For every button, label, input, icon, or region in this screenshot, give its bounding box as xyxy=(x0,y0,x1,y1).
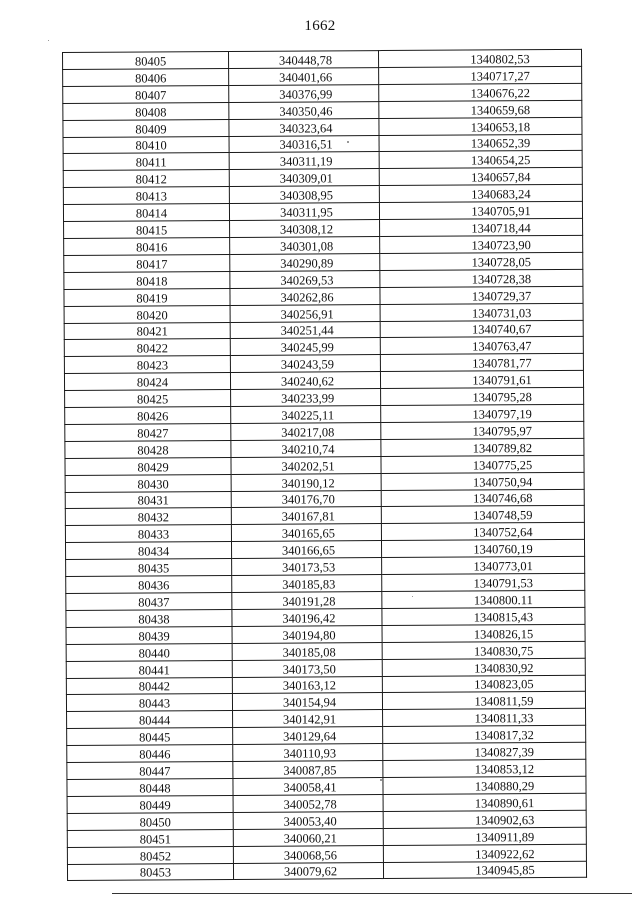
point-number-cell: 80411 xyxy=(63,153,229,171)
x-coordinate-cell: 340068,56 xyxy=(233,845,383,863)
y-coordinate-cell: 1340830,75 xyxy=(382,641,585,659)
point-number-cell: 80440 xyxy=(66,643,232,661)
point-number-cell: 80431 xyxy=(65,491,231,509)
x-coordinate-cell: 340079,62 xyxy=(233,862,383,880)
x-coordinate-cell: 340173,50 xyxy=(232,659,382,677)
y-coordinate-cell: 1340740,67 xyxy=(380,320,583,338)
y-coordinate-cell: 1340811,59 xyxy=(382,692,585,710)
x-coordinate-cell: 340194,80 xyxy=(232,625,382,643)
point-number-cell: 80406 xyxy=(63,68,229,86)
point-number-cell: 80429 xyxy=(65,457,231,475)
point-number-cell: 80450 xyxy=(67,812,233,830)
y-coordinate-cell: 1340775,25 xyxy=(381,455,584,473)
x-coordinate-cell: 340217,08 xyxy=(231,422,381,440)
coordinates-table-body xyxy=(63,49,587,881)
y-coordinate-cell: 1340718,44 xyxy=(380,218,583,236)
y-coordinate-cell: 1340781,77 xyxy=(380,354,583,372)
point-number-cell: 80437 xyxy=(66,592,232,610)
point-number-cell: 80436 xyxy=(66,576,232,594)
point-number-cell: 80435 xyxy=(66,559,232,577)
y-coordinate-cell: 1340653,18 xyxy=(379,117,582,135)
y-coordinate-cell: 1340823,05 xyxy=(382,675,585,693)
y-coordinate-cell: 1340763,47 xyxy=(380,337,583,355)
x-coordinate-cell: 340052,78 xyxy=(233,794,383,812)
x-coordinate-cell: 340301,08 xyxy=(230,237,380,255)
x-coordinate-cell: 340202,51 xyxy=(231,456,381,474)
x-coordinate-cell: 340163,12 xyxy=(232,676,382,694)
x-coordinate-cell: 340225,11 xyxy=(231,406,381,424)
y-coordinate-cell: 1340922,62 xyxy=(383,844,586,862)
x-coordinate-cell: 340087,85 xyxy=(233,761,383,779)
y-coordinate-cell: 1340797,19 xyxy=(381,404,584,422)
point-number-cell: 80439 xyxy=(66,626,232,644)
x-coordinate-cell: 340142,91 xyxy=(233,710,383,728)
point-number-cell: 80443 xyxy=(66,694,232,712)
x-coordinate-cell: 340167,81 xyxy=(231,507,381,525)
y-coordinate-cell: 1340750,94 xyxy=(381,472,584,490)
y-coordinate-cell: 1340945,85 xyxy=(383,861,586,879)
y-coordinate-cell: 1340729,37 xyxy=(380,286,583,304)
scan-speck xyxy=(48,40,49,41)
y-coordinate-cell: 1340676,22 xyxy=(379,83,582,101)
point-number-cell: 80425 xyxy=(65,390,231,408)
point-number-cell: 80405 xyxy=(63,51,229,69)
x-coordinate-cell: 340350,46 xyxy=(229,101,379,119)
x-coordinate-cell: 340058,41 xyxy=(233,778,383,796)
x-coordinate-cell: 340166,65 xyxy=(231,541,381,559)
point-number-cell: 80449 xyxy=(67,795,233,813)
point-number-cell: 80444 xyxy=(67,711,233,729)
y-coordinate-cell: 1340654,25 xyxy=(379,151,582,169)
point-number-cell: 80420 xyxy=(64,305,230,323)
point-number-cell: 80408 xyxy=(63,102,229,120)
x-coordinate-cell: 340196,42 xyxy=(232,608,382,626)
x-coordinate-cell: 340210,74 xyxy=(231,439,381,457)
y-coordinate-cell: 1340791,61 xyxy=(380,371,583,389)
x-coordinate-cell: 340154,94 xyxy=(232,693,382,711)
y-coordinate-cell: 1340705,91 xyxy=(379,201,582,219)
point-number-cell: 80438 xyxy=(66,609,232,627)
y-coordinate-cell: 1340890,61 xyxy=(383,793,586,811)
point-number-cell: 80432 xyxy=(65,508,231,526)
y-coordinate-cell: 1340657,84 xyxy=(379,168,582,186)
x-coordinate-cell: 340256,91 xyxy=(230,304,380,322)
point-number-cell: 80433 xyxy=(65,525,231,543)
x-coordinate-cell: 340190,12 xyxy=(231,473,381,491)
y-coordinate-cell: 1340746,68 xyxy=(381,489,584,507)
x-coordinate-cell: 340309,01 xyxy=(229,169,379,187)
x-coordinate-cell: 340245,99 xyxy=(230,338,380,356)
x-coordinate-cell: 340316,51 xyxy=(229,135,379,153)
point-number-cell: 80427 xyxy=(65,423,231,441)
y-coordinate-cell: 1340659,68 xyxy=(379,100,582,118)
y-coordinate-cell: 1340683,24 xyxy=(379,185,582,203)
x-coordinate-cell: 340243,59 xyxy=(230,355,380,373)
y-coordinate-cell: 1340791,53 xyxy=(382,573,585,591)
x-coordinate-cell: 340376,99 xyxy=(229,84,379,102)
point-number-cell: 80434 xyxy=(65,542,231,560)
y-coordinate-cell: 1340902,63 xyxy=(383,810,586,828)
x-coordinate-cell: 340173,53 xyxy=(232,558,382,576)
y-coordinate-cell: 1340830,92 xyxy=(382,658,585,676)
point-number-cell: 80409 xyxy=(63,119,229,137)
y-coordinate-cell: 1340773,01 xyxy=(382,557,585,575)
y-coordinate-cell: 1340853,12 xyxy=(383,759,586,777)
x-coordinate-cell: 340176,70 xyxy=(231,490,381,508)
y-coordinate-cell: 1340817,32 xyxy=(383,726,586,744)
point-number-cell: 80426 xyxy=(65,407,231,425)
y-coordinate-cell: 1340717,27 xyxy=(379,66,582,84)
point-number-cell: 80419 xyxy=(64,288,230,306)
x-coordinate-cell: 340308,95 xyxy=(229,186,379,204)
y-coordinate-cell: 1340827,39 xyxy=(383,742,586,760)
point-number-cell: 80428 xyxy=(65,440,231,458)
x-coordinate-cell: 340191,28 xyxy=(232,592,382,610)
point-number-cell: 80448 xyxy=(67,778,233,796)
table-row xyxy=(67,861,586,881)
x-coordinate-cell: 340053,40 xyxy=(233,811,383,829)
x-coordinate-cell: 340448,78 xyxy=(228,51,378,69)
y-coordinate-cell: 1340880,29 xyxy=(383,776,586,794)
x-coordinate-cell: 340262,86 xyxy=(230,287,380,305)
y-coordinate-cell: 1340789,82 xyxy=(381,438,584,456)
x-coordinate-cell: 340110,93 xyxy=(233,744,383,762)
point-number-cell: 80412 xyxy=(63,170,229,188)
point-number-cell: 80441 xyxy=(66,660,232,678)
point-number-cell: 80445 xyxy=(67,728,233,746)
point-number-cell: 80415 xyxy=(64,221,230,239)
x-coordinate-cell: 340401,66 xyxy=(229,67,379,85)
y-coordinate-cell: 1340800.11 xyxy=(382,590,585,608)
scan-speck xyxy=(412,596,413,597)
x-coordinate-cell: 340129,64 xyxy=(233,727,383,745)
x-coordinate-cell: 340240,62 xyxy=(230,372,380,390)
point-number-cell: 80421 xyxy=(64,322,230,340)
y-coordinate-cell: 1340795,97 xyxy=(381,421,584,439)
y-coordinate-cell: 1340826,15 xyxy=(382,624,585,642)
coordinates-table-wrapper xyxy=(62,49,586,882)
x-coordinate-cell: 340251,44 xyxy=(230,321,380,339)
point-number-cell: 80442 xyxy=(66,677,232,695)
point-number-cell: 80430 xyxy=(65,474,231,492)
y-coordinate-cell: 1340748,59 xyxy=(381,506,584,524)
page-bottom-rule xyxy=(112,893,632,894)
point-number-cell: 80414 xyxy=(63,204,229,222)
point-number-cell: 80410 xyxy=(63,136,229,154)
coordinates-table xyxy=(62,49,587,882)
y-coordinate-cell: 1340752,64 xyxy=(381,523,584,541)
x-coordinate-cell: 340290,89 xyxy=(230,253,380,271)
point-number-cell: 80413 xyxy=(63,187,229,205)
y-coordinate-cell: 1340728,38 xyxy=(380,269,583,287)
point-number-cell: 80418 xyxy=(64,271,230,289)
point-number-cell: 80407 xyxy=(63,85,229,103)
point-number-cell: 80452 xyxy=(67,846,233,864)
x-coordinate-cell: 340308,12 xyxy=(230,220,380,238)
y-coordinate-cell: 1340728,05 xyxy=(380,252,583,270)
point-number-cell: 80451 xyxy=(67,829,233,847)
point-number-cell: 80447 xyxy=(67,762,233,780)
point-number-cell: 80422 xyxy=(64,339,230,357)
y-coordinate-cell: 1340811,33 xyxy=(383,709,586,727)
point-number-cell: 80453 xyxy=(67,863,233,881)
x-coordinate-cell: 340185,08 xyxy=(232,642,382,660)
x-coordinate-cell: 340323,64 xyxy=(229,118,379,136)
y-coordinate-cell: 1340815,43 xyxy=(382,607,585,625)
y-coordinate-cell: 1340731,03 xyxy=(380,303,583,321)
point-number-cell: 80446 xyxy=(67,745,233,763)
y-coordinate-cell: 1340723,90 xyxy=(380,235,583,253)
x-coordinate-cell: 340185,83 xyxy=(232,575,382,593)
x-coordinate-cell: 340060,21 xyxy=(233,828,383,846)
page-number: 1662 xyxy=(304,18,336,34)
point-number-cell: 80417 xyxy=(64,254,230,272)
x-coordinate-cell: 340311,95 xyxy=(229,203,379,221)
scan-speck xyxy=(380,779,382,781)
x-coordinate-cell: 340269,53 xyxy=(230,270,380,288)
y-coordinate-cell: 1340802,53 xyxy=(378,49,581,67)
y-coordinate-cell: 1340760,19 xyxy=(381,540,584,558)
y-coordinate-cell: 1340652,39 xyxy=(379,134,582,152)
y-coordinate-cell: 1340795,28 xyxy=(381,387,584,405)
y-coordinate-cell: 1340911,89 xyxy=(383,827,586,845)
point-number-cell: 80423 xyxy=(64,356,230,374)
point-number-cell: 80416 xyxy=(64,237,230,255)
x-coordinate-cell: 340233,99 xyxy=(231,389,381,407)
x-coordinate-cell: 340311,19 xyxy=(229,152,379,170)
point-number-cell: 80424 xyxy=(64,373,230,391)
scan-speck xyxy=(347,141,349,143)
x-coordinate-cell: 340165,65 xyxy=(231,524,381,542)
